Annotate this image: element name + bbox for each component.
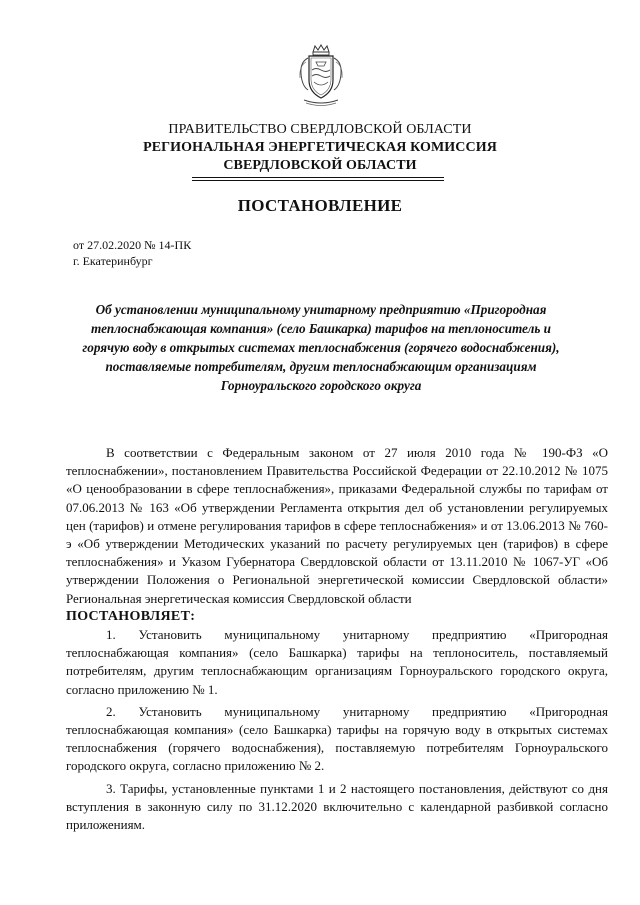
resolution-item: 2. Установить муниципальному унитарному предприятию «Пригородная теплоснабжающая компания» (село Башкарка) тарифы на горячую воду в открытых системах теплоснабжения (горячего водоснабжения), поставляемую потребителям Горноуральского городского округа, согласно приложению № 2. — [66, 703, 608, 774]
coat-of-arms-icon — [296, 44, 346, 108]
commission-name: РЕГИОНАЛЬНАЯ ЭНЕРГЕТИЧЕСКАЯ КОМИССИЯ — [143, 140, 497, 155]
resolution-item: 1. Установить муниципальному унитарному предприятию «Пригородная теплоснабжающая компания» (село Башкарка) тарифы на теплоноситель, поставляемый потребителям, другим теплоснабжающим организациям Горноуральского городского округа, согласно приложению № 1. — [66, 627, 608, 697]
government-name: ПРАВИТЕЛЬСТВО СВЕРДЛОВСКОЙ ОБЛАСТИ — [168, 122, 472, 137]
document-title: ПОСТАНОВЛЕНИЕ — [237, 196, 403, 215]
header-divider-thick — [192, 180, 444, 181]
document-city: г. Екатеринбург — [73, 254, 153, 268]
preamble-paragraph: В соответствии с Федеральным законом от 27 июля 2010 года № 190-ФЗ «О теплоснабжении», постановлением Правительства Российской Федерации от 22.10.2012 № 1075 «О ценообразовании в сфере теплоснабжения», приказами Федеральной службы по тарифам от 07.06.2013 № 163 «Об утверждении Регламента открытия дел об установлении регулируемых цен (тарифов) и отмене регулирования тарифов в сфере теплоснабжения» и от 13.06.2013 № 760-э «Об утверждении Методических указаний по расчету регулируемых цен (тарифов) в сфере теплоснабжения» и Указом Губернатора Свердловской области от 13.11.2010 № 1067-УГ «Об утверждении Положения о Региональной энергетической комиссии Свердловской области» Региональная энергетическая комиссия Свердловской области — [66, 445, 608, 606]
document-date-number: от 27.02.2020 № 14-ПК — [73, 238, 192, 252]
header-divider-thin — [192, 177, 444, 178]
resolution-item: 3. Тарифы, установленные пунктами 1 и 2 настоящего постановления, действуют со дня вступления в законную силу по 31.12.2020 включительно с календарной разбивкой согласно приложениям. — [66, 780, 608, 833]
document-body — [66, 444, 608, 834]
document-subject: Об установлении муниципальному унитарному предприятию «Пригородная теплоснабжающая компания» (село Башкарка) тарифов на теплоноситель и горячую воду в открытых системах теплоснабжения (горячего водоснабжения), поставляемые потребителям, другим теплоснабжающим организациям Горноуральского городского округа — [82, 302, 560, 393]
resolves-heading: ПОСТАНОВЛЯЕТ: — [66, 608, 196, 624]
region-name: СВЕРДЛОВСКОЙ ОБЛАСТИ — [223, 158, 417, 173]
